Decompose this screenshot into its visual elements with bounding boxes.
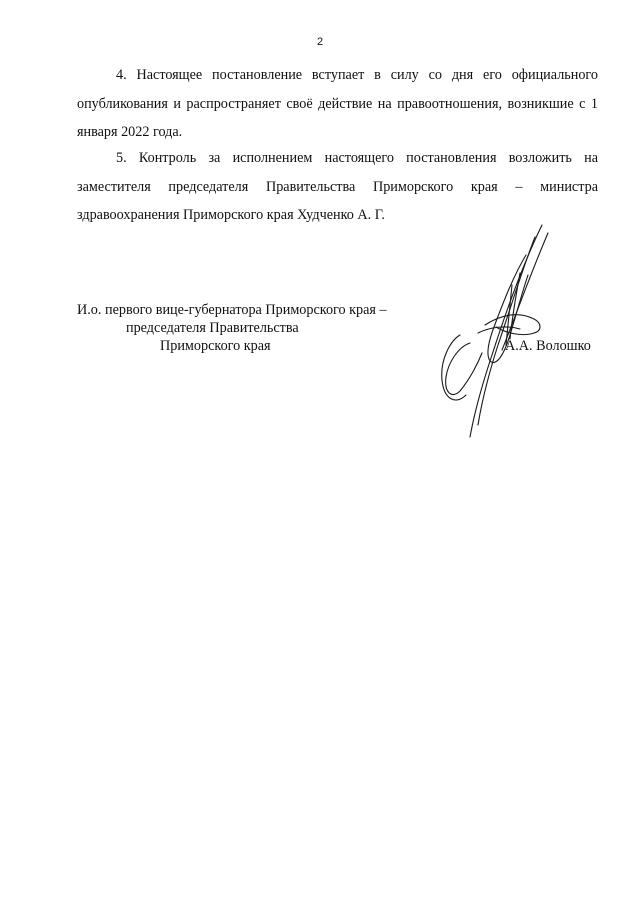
signatory-title-line-3: Приморского края xyxy=(160,338,271,354)
page-number: 2 xyxy=(316,36,324,48)
signatory-title-line-2: председателя Правительства xyxy=(126,320,299,336)
handwritten-signature xyxy=(430,215,560,445)
paragraph-4: 4. Настоящее постановление вступает в силу со дня его официального опубликования и распространяет своё действие на правоотношения, возникшие с 1 января 2022 года. xyxy=(77,67,598,140)
signatory-name: А.А. Волошко xyxy=(505,338,591,354)
paragraph-5: 5. Контроль за исполнением настоящего постановления возложить на заместителя председателя Правительства Приморского края – министра здравоохранения Приморского края Худченко А. Г. xyxy=(77,150,598,223)
signatory-title-line-1: И.о. первого вице-губернатора Приморского края – xyxy=(77,302,387,318)
